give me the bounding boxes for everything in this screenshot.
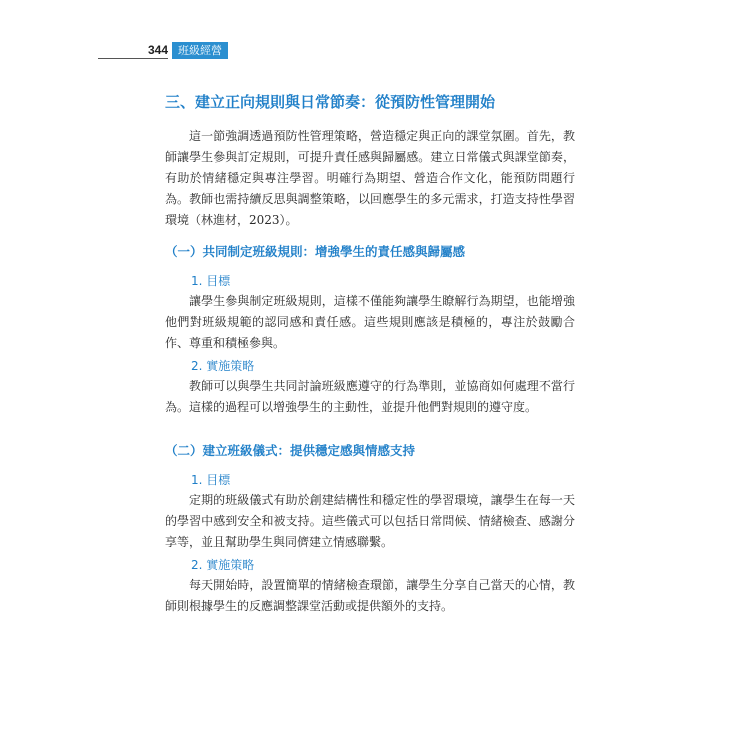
- item-heading: 2. 實施策略: [191, 558, 255, 572]
- page-number: 344: [147, 43, 168, 57]
- header-rule: [98, 58, 168, 59]
- subsection-heading: （一）共同制定班級規則：增強學生的責任感與歸屬感: [165, 244, 466, 259]
- page-header: [98, 42, 658, 60]
- section-heading: 三、建立正向規則與日常節奏：從預防性管理開始: [165, 93, 496, 111]
- item-text: 每天開始時，設置簡單的情緒檢查環節，讓學生分享自己當天的心情，教師則根據學生的反應調整課堂活動或提供額外的支持。: [165, 578, 575, 613]
- page-content: [165, 92, 575, 617]
- item-text: 定期的班級儀式有助於創建結構性和穩定性的學習環境，讓學生在每一天的學習中感到安全和被支持。這些儀式可以包括日常問候、情緒檢查、感謝分享等，並且幫助學生與同儕建立情感聯繫。: [165, 493, 575, 549]
- item-heading: 2. 實施策略: [191, 359, 255, 373]
- subsection-heading: （二）建立班級儀式：提供穩定感與情感支持: [165, 443, 416, 458]
- section-intro: 這一節強調透過預防性管理策略，營造穩定與正向的課堂氛圍。首先，教師讓學生參與訂定規則，可提升責任感與歸屬感。建立日常儀式與課堂節奏，有助於情緒穩定與專注學習。明確行為期望、營造合作文化，能預防問題行為。教師也需持續反思與調整策略，以回應學生的多元需求，打造支持性學習環境（林進材，2023）。: [165, 129, 575, 227]
- item-heading: 1. 目標: [191, 274, 231, 288]
- chapter-badge: 班級經營: [172, 42, 228, 59]
- subsection-rules: [165, 243, 575, 418]
- item-text: 教師可以與學生共同討論班級應遵守的行為準則，並協商如何處理不當行為。這樣的過程可以增強學生的主動性，並提升他們對規則的遵守度。: [165, 379, 575, 414]
- subsection-rituals: [165, 442, 575, 617]
- item-text: 讓學生參與制定班級規則，這樣不僅能夠讓學生瞭解行為期望，也能增強他們對班級規範的認同感和責任感。這些規則應該是積極的，專注於鼓勵合作、尊重和積極參與。: [165, 294, 575, 350]
- item-heading: 1. 目標: [191, 473, 231, 487]
